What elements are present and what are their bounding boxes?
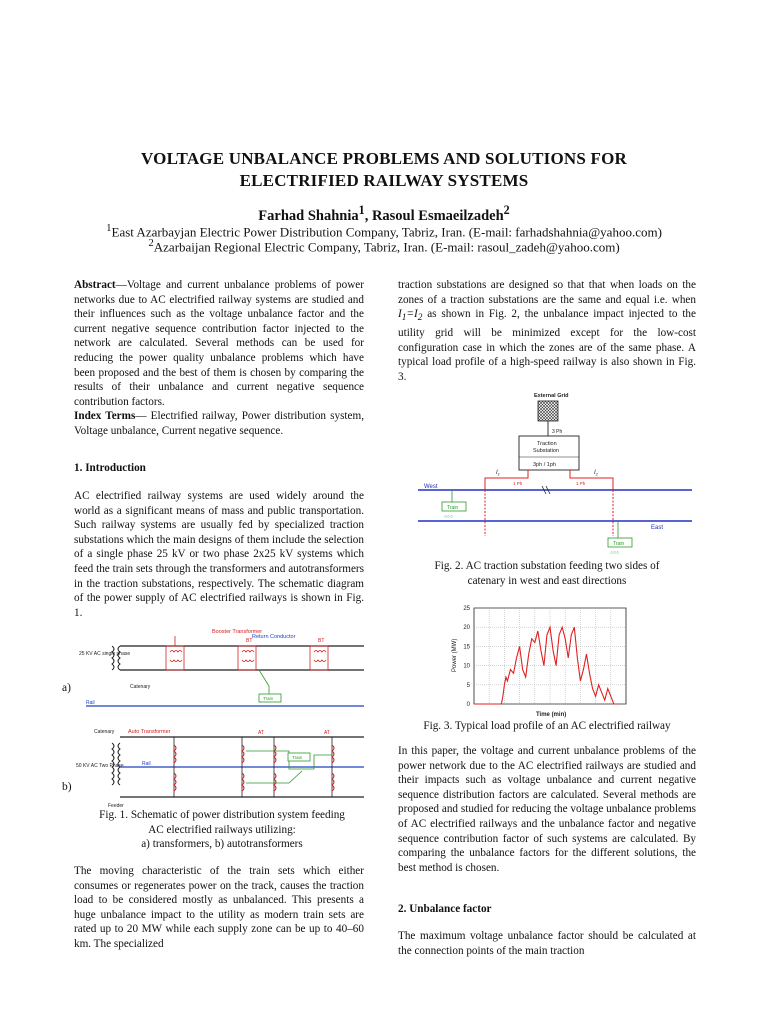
fig1-caption [74,808,370,852]
author-2: Rasoul Esmaeilzadeh [371,207,504,224]
fig1b-diagram [74,723,370,809]
fig1b-source-label: 50 KV AC Two Phase [76,763,124,769]
right-paragraph-1-a: traction substations are designed so that that when loads on the zones of a traction substations are the same and equal i.e. when [398,279,696,306]
fig1a-booster-label: Booster Transformer [212,629,263,635]
index-terms-label: Index Terms [74,410,136,423]
fig2-1ph-label-east: 1 Ph [576,481,586,486]
fig2-conversion-label: 3ph / 1ph [533,462,556,468]
fig1b-at-label-1: AT [258,730,265,736]
intro-paragraph-2: The moving characteristic of the train sets which either consumes or regenerates power on the track, causes the traction load to be considered mostly as unbalanced. This presents a huge unbalance impact to the utility as modern train sets are rated up to 20 MW while each supply zone can be up to 40–60 km. The specialized [74,865,364,950]
fig1a-bt-label-2: BT [318,638,325,644]
right-paragraph-2: In this paper, the voltage and current unbalance problems of the power network due to the AC electrified railways are studied and their impacts such as voltage unbalance and current negative sequence distribution factors are calculated. Several methods are proposed and studied for reducing the voltage unbalance problems of AC electrified railways and the unbalance factor and negative sequence contribution factor of such systems are calculated. By comparing the unbalance factors for the different solutions, the best method is chosen. [398,745,696,874]
fig2-i2-text: I [594,470,596,476]
fig1-caption-line-1: Fig. 1. Schematic of power distribution system feeding [99,809,345,821]
fig1-label-a: a) [62,682,71,694]
fig3-ylabel: Power (MW) [452,638,458,672]
abstract-text: —Voltage and current unbalance problems of power networks due to AC electrified railway systems are studied and their influences such as the voltage unbalance factor and the current negative sequence contribution factor injected to the network are calculated. Several methods can be used for reducing the power quality unbalance problems which have been proposed and the best of them is chosen by comparing the results of their unbalance and current negative sequence contribution factors. [74,279,364,408]
fig1a-diagram [74,626,370,712]
index-terms [74,409,364,438]
fig1a-source-label [79,651,130,657]
fig3-ytick-5: 25 [463,606,470,612]
fig3-ytick-0: 0 [466,702,470,708]
fig2-i1-sub: 1 [497,471,500,477]
fig1b-catenary-label: Catenary [94,729,115,735]
affiliation-1-sup: 1 [106,222,112,234]
fig1a-bt-3 [310,646,328,670]
fig3-ytick-3: 15 [463,644,470,651]
intro-paragraph-1-block [74,489,364,620]
author-2-sup: 2 [503,203,510,217]
fig3-chart [430,600,690,722]
title-line-1: VOLTAGE UNBALANCE PROBLEMS AND SOLUTIONS FOR [141,149,627,168]
fig2-east-label: East [651,525,664,531]
fig2-3ph-label: 3 Ph [552,429,563,435]
right-paragraph-1: traction substations are designed so that that when loads on the zones of a traction substations are the same and equal i.e. when $I_1=I_2$ as shown in Fig. 2, the unbalance impact injected to the utility grid will be minimized except for the low-cost configuration case in which the zones are of the same phase. A typical load profile of a high-speed railway is also shown in Fig. 3. [398,279,696,383]
abstract-block [74,278,364,439]
section-2-heading-block [398,902,696,917]
fig2-external-grid-box [538,401,558,421]
fig2-train-1-label: Train [447,505,459,511]
fig2-i2-label [594,470,599,477]
affiliation-2 [0,237,768,255]
fig1b-train-label: Train [292,755,303,760]
intro-paragraph-1: AC electrified railway systems are used widely around the world as a significant means of mass and public transportation. Such railway systems are usually fed by specialized traction substations which the main designs of them include the selection of a single phase 25 kV or two phase 2x25 kV systems which feed the train sets through the transformers and autotransformers in the traction substations, respectively. The schematic diagram of the power supply of AC electrified railways is shown in Fig. 1. [74,490,364,619]
fig1b-rail-label: Rail [142,761,151,767]
fig1a-catenary-label: Catenary [130,684,151,690]
author-1-sup: 1 [358,203,365,217]
fig1a-transformer-primary [112,646,114,670]
fig3-ytick-4: 20 [463,625,470,632]
fig2-i1-label [496,470,500,477]
fig1a-train-label: Train [263,696,274,701]
fig1b-at-label-2: AT [324,730,331,736]
section-1-heading-block [74,461,364,476]
fig3-caption: Fig. 3. Typical load profile of an AC electrified railway [423,720,671,732]
author-1: Farhad Shahnia [258,207,359,224]
affiliation-1-text: East Azarbayjan Electric Power Distribution Company, Tabriz, Iran. (E-mail: farhadshahnia@yahoo.com) [111,224,662,240]
fig2-caption-line-2: catenary in west and east directions [467,574,627,587]
abstract-label: Abstract [74,279,116,291]
fig1-caption-line-2: AC electrified railways utilizing: [148,823,296,836]
fig1b-feeder-label: Feeder [108,803,124,809]
fig1a-transformer-secondary [118,646,120,670]
fig1a-train-feed [259,670,269,694]
right-paragraph-1-block [398,278,696,384]
fig1b-auto-label: Auto Transformer [128,729,171,735]
fig2-substation-label-2: Substation [533,448,559,454]
title-line-2: ELECTRIFIED RAILWAY SYSTEMS [239,171,529,190]
section-2-heading: 2. Unbalance factor [398,903,492,915]
index-terms-text: — Electrified railway, Power distribution system, Voltage unbalance, Current negative sequence. [74,410,365,437]
fig2-train-2-label: Train [613,541,625,547]
fig2-train-1-wheels: ○○○ [444,514,454,520]
section-1-heading: 1. Introduction [74,462,146,474]
section-2-paragraph-1: The maximum voltage unbalance factor should be calculated at the connection points of the main traction [398,930,696,957]
fig3-ytick-1: 5 [466,682,470,689]
fig2-substation-label-1: Traction [537,441,557,447]
intro-paragraph-2-block [74,864,364,952]
fig3-xlabel: Time (min) [536,712,567,718]
fig1a-return-label: Return Conductor [252,634,296,640]
fig2-external-grid-label: External Grid [534,393,569,399]
equation-i1: I [398,308,402,321]
fig2-train-2-wheels: ○○○ [610,550,620,556]
fig1a-bt-2 [238,646,256,670]
author-separator: , [364,207,372,224]
section-2-paragraph-block [398,929,696,958]
fig3-ytick-2: 10 [463,663,470,670]
fig2-i2-sub: 2 [595,471,598,477]
affiliation-2-sup: 2 [148,237,154,249]
fig1a-source-text: 25 KV AC single phase [79,651,131,657]
fig1-label-b: b) [62,781,72,793]
fig2-1ph-label-west: 1 Ph [513,481,523,486]
fig2-west-label: West [424,484,438,490]
paper-title [0,148,768,192]
fig2-caption [398,559,696,588]
fig2-diagram [418,388,692,556]
right-paragraph-2-block [398,744,696,875]
fig1a-bt-label-1: BT [246,638,253,644]
fig2-east-feed [570,470,613,490]
fig2-west-feed [485,470,528,490]
fig1a-bt-1 [166,646,184,670]
equation-i2: I [413,308,418,321]
abstract [74,278,364,409]
fig1a-rail-label: Rail [86,700,95,706]
fig2-i1-text: I [496,470,498,476]
right-paragraph-1-b: as shown in Fig. 2, the unbalance impact injected to the utility grid will be minimized except for the low-cost configuration case in which the zones are of the same phase. A typical load profile of a high-speed railway is also shown in Fig. 3. [398,308,696,383]
affiliation-2-text: Azarbaijan Regional Electric Company, Tabriz, Iran. (E-mail: rasoul_zadeh@yahoo.com) [153,239,620,255]
fig1-caption-line-3: a) transformers, b) autotransformers [141,838,303,851]
fig2-caption-line-1: Fig. 2. AC traction substation feeding two sides of [434,560,660,572]
